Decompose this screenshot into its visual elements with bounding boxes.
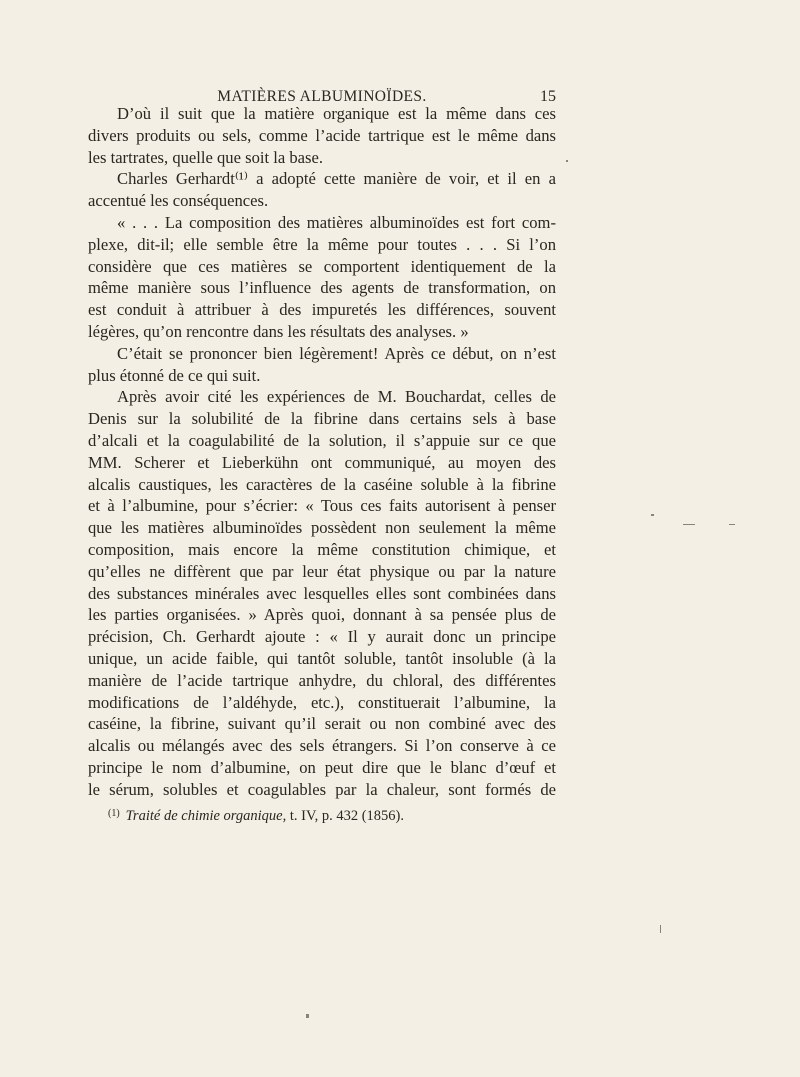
text-line: MM. Scherer et Lieberkühn ont communiqué, au moyen des bbox=[88, 452, 556, 472]
text-line: « . . . La composition des matières albuminoïdes est fort com- bbox=[117, 212, 556, 232]
running-title: MATIÈRES ALBUMINOÏDES. bbox=[217, 88, 427, 105]
scan-speck bbox=[729, 524, 735, 525]
scan-speck bbox=[306, 1014, 309, 1018]
text-line: qu’elles ne diffèrent que par leur état physique ou par la nature bbox=[88, 561, 556, 581]
text-line: les tartrates, quelle que soit la base. bbox=[88, 147, 323, 167]
text-line: plexe, dit-il; elle semble être la même pour toutes . . . Si l’on bbox=[88, 234, 556, 254]
text-line: alcalis ou mélangés avec des sels étrangers. Si l’on conserve à ce bbox=[88, 736, 556, 756]
text-line: plus étonné de ce qui suit. bbox=[88, 365, 261, 385]
text-line: légères, qu’on rencontre dans les résultats des analyses. » bbox=[88, 321, 469, 341]
footnote-title: Traité de chimie organique, bbox=[125, 808, 287, 824]
text-line: que les matières albuminoïdes possèdent non seulement la même bbox=[88, 518, 556, 538]
page-number: 15 bbox=[540, 88, 556, 105]
text-line: caséine, la fibrine, suivant qu’il serait ou non combiné avec des bbox=[88, 714, 556, 734]
footnote bbox=[108, 804, 568, 826]
text-line: Denis sur la solubilité de la fibrine dans certains sels à base bbox=[88, 409, 556, 429]
footnote-reference: t. IV, p. 432 (1856). bbox=[289, 808, 404, 824]
scan-speck bbox=[566, 160, 568, 162]
text-line: des substances minérales avec lesquelles elles sont combinées dans bbox=[88, 583, 556, 603]
text-line: alcalis caustiques, les caractères de la caséine soluble à la fibrine bbox=[88, 474, 556, 494]
scan-speck bbox=[660, 925, 661, 933]
text-line: unique, un acide faible, qui tantôt soluble, tantôt insoluble (à la bbox=[88, 648, 556, 668]
text-line: les parties organisées. » Après quoi, donnant à sa pensée plus de bbox=[88, 605, 556, 625]
text-line: précision, Ch. Gerhardt ajoute : « Il y aurait donc un principe bbox=[88, 627, 556, 647]
text-line: et à l’albumine, pour s’écrier: « Tous ces faits autorisent à penser bbox=[88, 496, 556, 516]
text-line: considère que ces matières se comportent identiquement de la bbox=[88, 256, 556, 276]
text-line: le sérum, solubles et coagulables par la chaleur, sont formés de bbox=[88, 779, 556, 799]
text-line: C’était se prononcer bien légèrement! Après ce début, on n’est bbox=[117, 343, 556, 363]
text-line: est conduit à attribuer à des impuretés les différences, souvent bbox=[88, 300, 556, 320]
text-line: Charles Gerhardt⁽¹⁾ a adopté cette manière de voir, et il en a bbox=[117, 169, 556, 189]
text-line: d’alcali et la coagulabilité de la solution, il s’appuie sur ce que bbox=[88, 430, 556, 450]
text-line: divers produits ou sels, comme l’acide tartrique est le même dans bbox=[88, 125, 556, 145]
text-line: même manière sous l’influence des agents de transformation, on bbox=[88, 278, 556, 298]
footnote-mark: (1) bbox=[108, 808, 120, 819]
text-line: accentué les conséquences. bbox=[88, 191, 269, 211]
scan-speck bbox=[683, 524, 695, 525]
scan-speck bbox=[651, 514, 654, 516]
text-line: modifications de l’aldéhyde, etc.), constituerait l’albumine, la bbox=[88, 692, 556, 712]
text-line: D’où il suit que la matière organique est la même dans ces bbox=[117, 104, 556, 123]
text-line: Après avoir cité les expériences de M. Bouchardat, celles de bbox=[117, 387, 556, 407]
text-line: composition, mais encore la même constitution chimique, et bbox=[88, 539, 556, 559]
text-line: manière de l’acide tartrique anhydre, du chloral, des différentes bbox=[88, 670, 556, 690]
body-text bbox=[88, 103, 556, 801]
text-line: principe le nom d’albumine, on peut dire que le blanc d’œuf et bbox=[88, 757, 556, 777]
